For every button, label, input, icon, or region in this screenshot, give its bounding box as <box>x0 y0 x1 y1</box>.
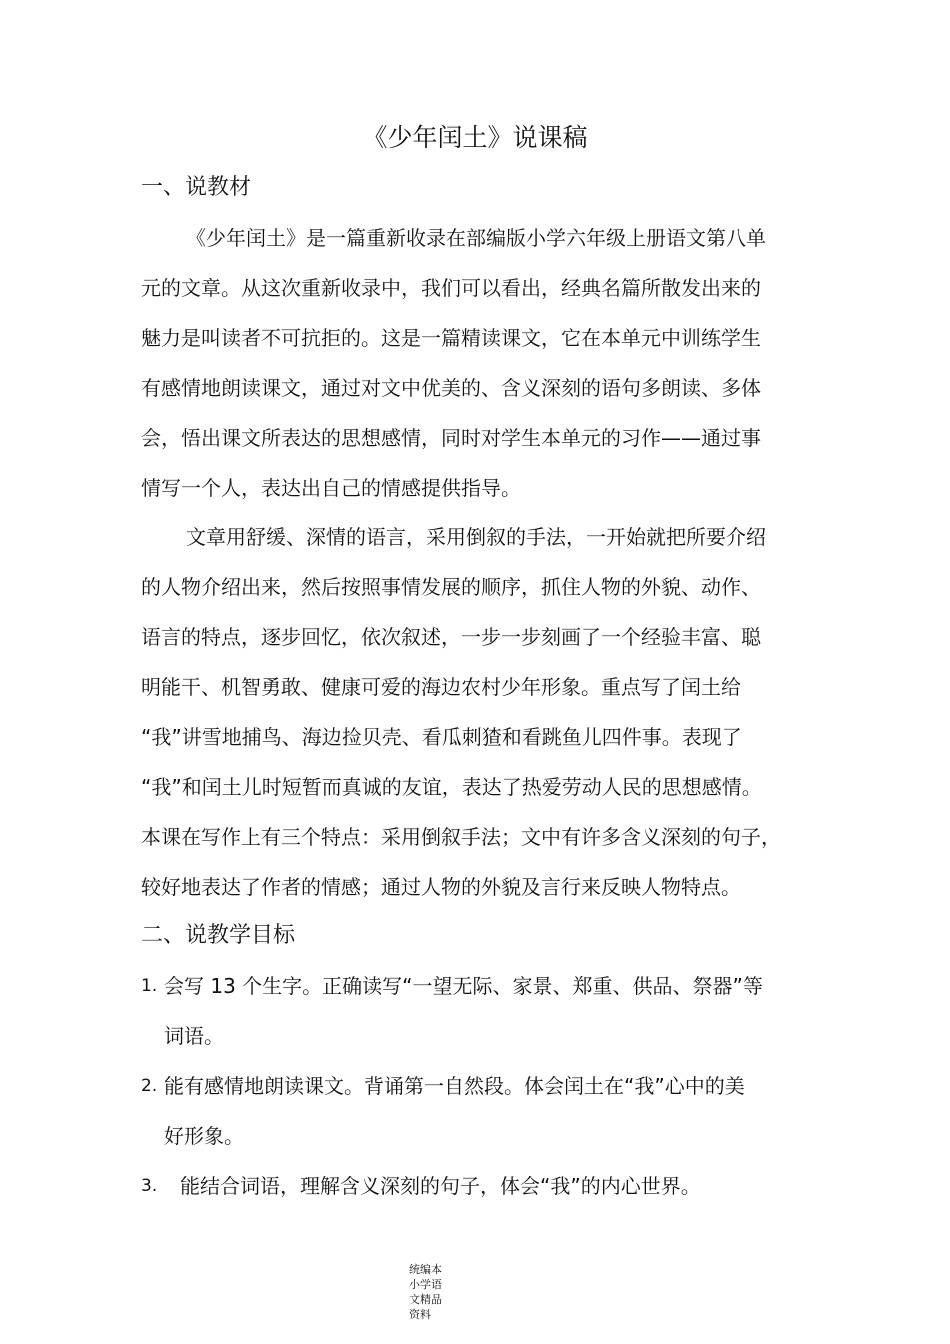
document-title: 《少年闰土》说课稿 <box>362 123 588 152</box>
list-item-text: 好形象。 <box>164 1124 244 1148</box>
paragraph-line: 较好地表达了作者的情感；通过人物的外貌及言行来反映人物特点。 <box>141 875 741 899</box>
footer-line: 文精品 <box>409 1293 442 1306</box>
paragraph-line: 文章用舒缓、深情的语言，采用倒叙的手法，一开始就把所要介绍 <box>186 525 766 549</box>
paragraph-line: 会，悟出课文所表达的思想感情，同时对学生本单元的习作——通过事 <box>141 426 761 450</box>
paragraph-line: 有感情地朗读课文，通过对文中优美的、含义深刻的语句多朗读、多体 <box>141 376 761 400</box>
list-item-text: 会写 13 个生字。正确读写“一望无际、家景、郑重、供品、祭器”等 <box>164 974 763 998</box>
paragraph-line: 魅力是叫读者不可抗拒的。这是一篇精读课文，它在本单元中训练学生 <box>141 326 761 350</box>
paragraph-line: 本课在写作上有三个特点：采用倒叙手法；文中有许多含义深刻的句子， <box>141 825 781 849</box>
paragraph-line: “我”讲雪地捕鸟、海边捡贝壳、看瓜刺猹和看跳鱼儿四件事。表现了 <box>141 725 742 749</box>
list-item-text: 能结合词语，理解含义深刻的句子，体会“我”的内心世界。 <box>180 1174 701 1198</box>
list-item-number: 1. <box>141 976 158 996</box>
footer-line: 小学语 <box>409 1278 442 1291</box>
list-item-number: 3. <box>141 1176 158 1196</box>
footer-note <box>409 1262 459 1322</box>
list-item-text: 能有感情地朗读课文。背诵第一自然段。体会闰土在“我”心中的美 <box>164 1074 745 1098</box>
section-heading-textbook: 一、说教材 <box>141 175 252 200</box>
paragraph-line: 情写一个人，表达出自己的情感提供指导。 <box>141 476 521 500</box>
paragraph-line: 《少年闰土》是一篇重新收录在部编版小学六年级上册语文第八单 <box>186 226 766 250</box>
section-heading-objectives: 二、说教学目标 <box>141 923 296 948</box>
paragraph-line: 明能干、机智勇敢、健康可爱的海边农村少年形象。重点写了闰土给 <box>141 675 741 699</box>
list-item-text: 词语。 <box>164 1024 224 1048</box>
list-item-number: 2. <box>141 1076 158 1096</box>
paragraph-line: 语言的特点，逐步回忆，依次叙述，一步一步刻画了一个经验丰富、聪 <box>141 625 761 649</box>
paragraph-line: 的人物介绍出来，然后按照事情发展的顺序，抓住人物的外貌、动作、 <box>141 575 761 599</box>
paragraph-line: “我”和闰土儿时短暂而真诚的友谊，表达了热爱劳动人民的思想感情。 <box>141 775 762 799</box>
footer-line: 资料 <box>409 1308 431 1321</box>
paragraph-line: 元的文章。从这次重新收录中，我们可以看出，经典名篇所散发出来的 <box>141 276 761 300</box>
footer-line: 统编本 <box>409 1263 442 1276</box>
